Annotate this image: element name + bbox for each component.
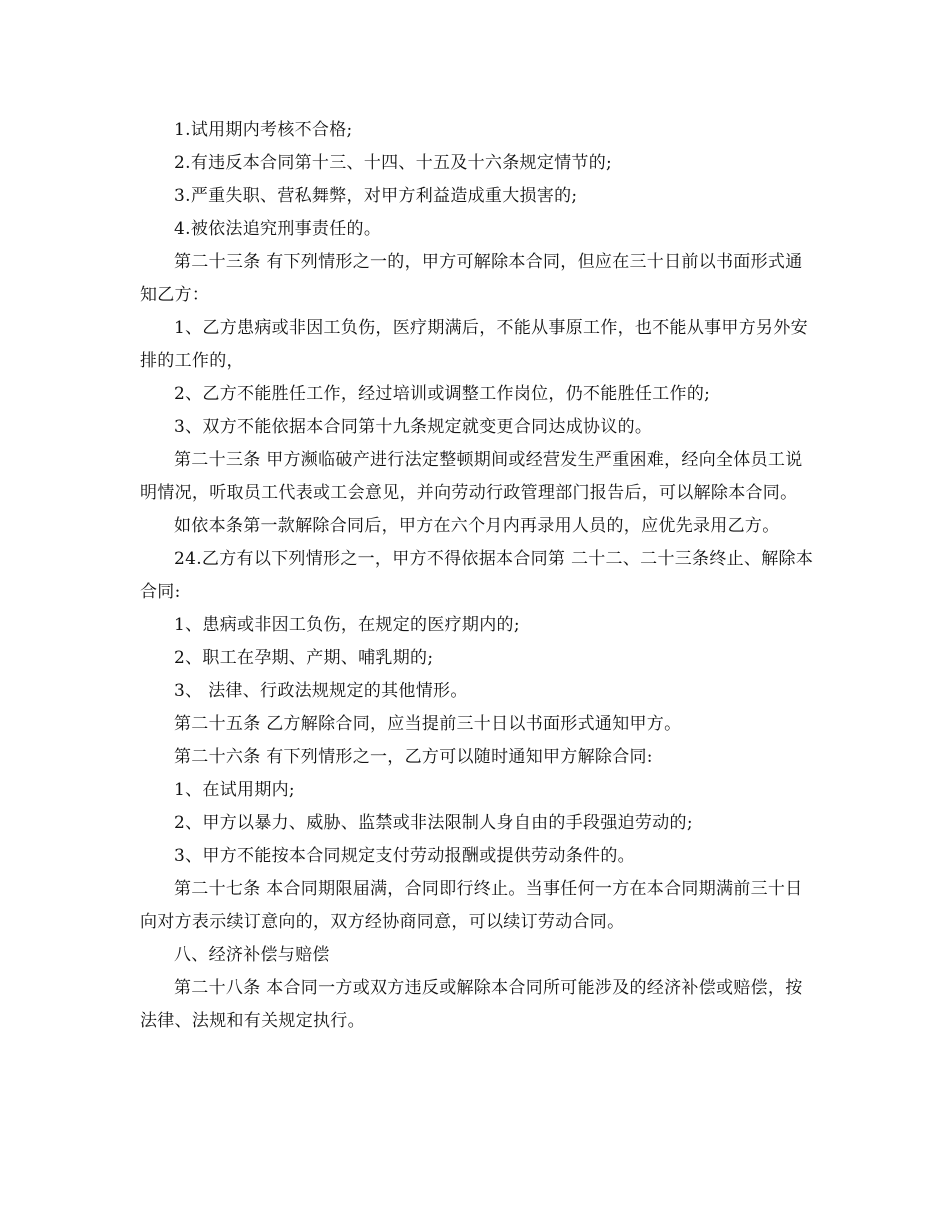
paragraph-2: 2.有违反本合同第十三、十四、十五及十六条规定情节的; (174, 153, 613, 173)
paragraph-19: 3、甲方不能按本合同规定支付劳动报酬或提供劳动条件的。 (174, 846, 635, 866)
paragraph-8: 3、双方不能依据本合同第十九条规定就变更合同达成协议的。 (174, 417, 653, 437)
paragraph-6: 1、乙方患病或非因工负伤，医疗期满后，不能从事原工作，也不能从事甲方另外安排的工作的， (140, 318, 808, 371)
paragraph-10: 如依本条第一款解除合同后，甲方在六个月内再录用人员的，应优先录用乙方。 (174, 516, 780, 536)
paragraph-15: 第二十五条 乙方解除合同，应当提前三十日以书面形式通知甲方。 (174, 714, 682, 734)
paragraph-3: 3.严重失职、营私舞弊，对甲方利益造成重大损害的; (174, 186, 578, 206)
paragraph-16: 第二十六条 有下列情形之一，乙方可以随时通知甲方解除合同: (174, 747, 653, 767)
paragraph-1: 1.试用期内考核不合格; (174, 120, 353, 140)
paragraph-12: 1、患病或非因工负伤，在规定的医疗期内的; (174, 615, 520, 635)
paragraph-7: 2、乙方不能胜任工作，经过培训或调整工作岗位，仍不能胜任工作的; (174, 384, 711, 404)
paragraph-20: 第二十七条 本合同期限届满，合同即行终止。当事任何一方在本合同期满前三十日向对方表示续订意向的，双方经协商同意，可以续订劳动合同。 (140, 879, 803, 932)
paragraph-11: 24.乙方有以下列情形之一，甲方不得依据本合同第 二十二、二十三条终止、解除本合同: (140, 549, 814, 602)
paragraph-13: 2、职工在孕期、产期、哺乳期的; (174, 648, 434, 668)
paragraph-4: 4.被依法追究刑事责任的。 (174, 219, 382, 239)
document-body (140, 114, 816, 1038)
paragraph-17: 1、在试用期内; (174, 780, 295, 800)
paragraph-21: 八、经济补偿与赔偿 (174, 945, 330, 965)
paragraph-9: 第二十三条 甲方濒临破产进行法定整顿期间或经营发生严重困难，经向全体员工说明情况，听取员工代表或工会意见，并向劳动行政管理部门报告后，可以解除本合同。 (140, 450, 803, 503)
paragraph-5: 第二十三条 有下列情形之一的，甲方可解除本合同，但应在三十日前以书面形式通知乙方： (140, 252, 803, 305)
paragraph-14: 3、 法律、行政法规规定的其他情形。 (174, 681, 468, 701)
paragraph-22: 第二十八条 本合同一方或双方违反或解除本合同所可能涉及的经济补偿或赔偿，按法律、法规和有关规定执行。 (140, 978, 803, 1031)
paragraph-18: 2、甲方以暴力、威胁、监禁或非法限制人身自由的手段强迫劳动的; (174, 813, 693, 833)
